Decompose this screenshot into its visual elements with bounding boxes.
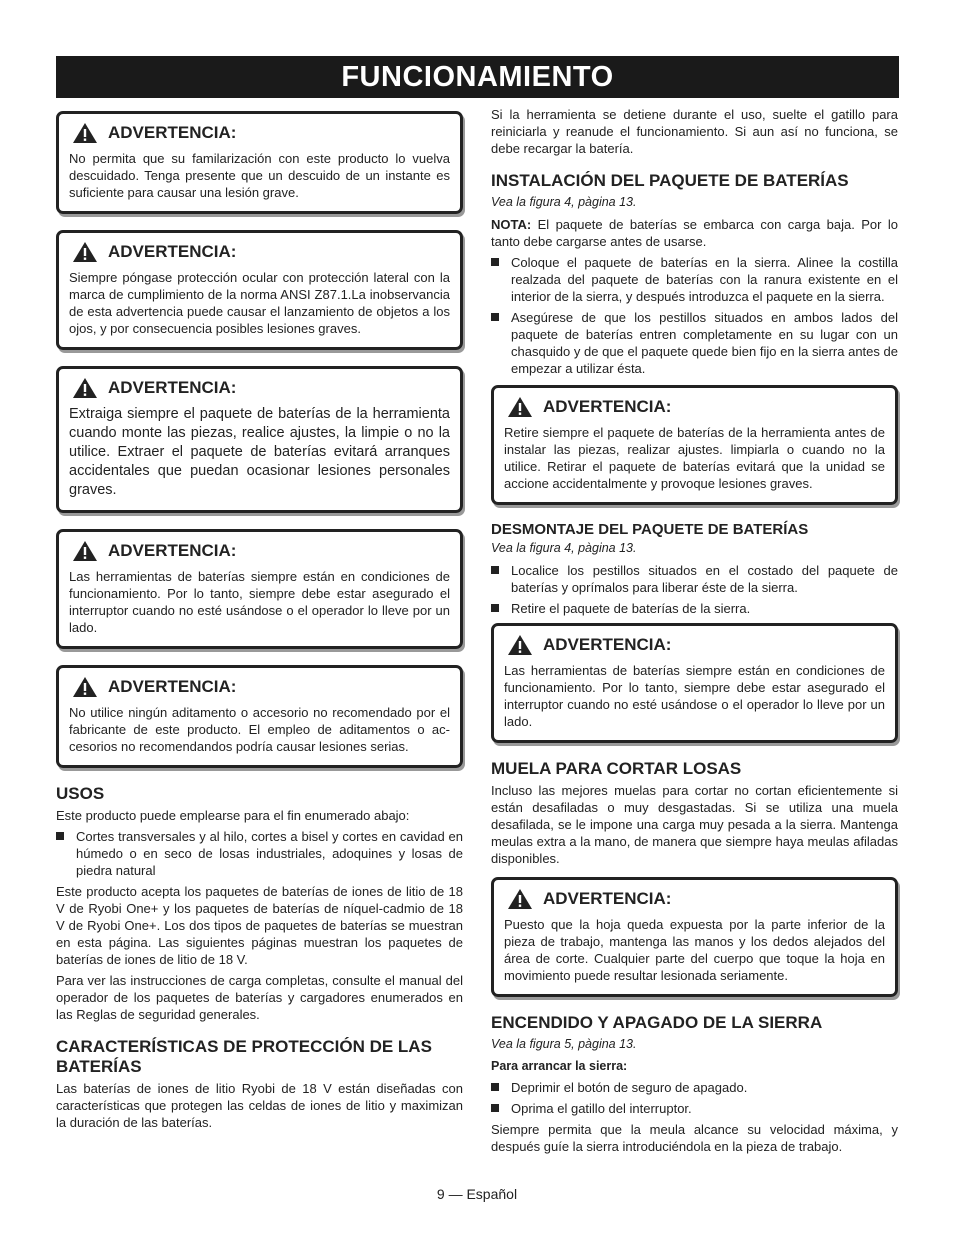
- square-bullet-icon: [491, 313, 499, 321]
- desmontaje-list: [491, 562, 898, 617]
- section-heading-proteccion: CARACTERÍSTICAS DE PROTECCIÓN DE LAS BATERÍAS: [56, 1037, 432, 1076]
- warning-box: [56, 111, 463, 214]
- square-bullet-icon: [491, 1104, 499, 1112]
- square-bullet-icon: [491, 566, 499, 574]
- list-item-text: Deprimir el botón de seguro de apagado.: [511, 1080, 748, 1095]
- warning-header: [504, 634, 885, 656]
- section-heading-instalacion: INSTALACIÓN DEL PAQUETE DE BATERÍAS: [491, 171, 849, 190]
- list-item: [491, 1100, 898, 1117]
- warning-triangle-icon: [507, 396, 533, 418]
- warning-text: Extraiga siempre el paquete de baterías de la herramienta cuando monte las piezas, realice ajustes, la limpie o no la utilice. Extraer el paquete de baterías evitará arranques accidentales que puedan ocasionar lesiones personales graves.: [69, 406, 450, 498]
- encendido-subheading: Para arrancar la sierra:: [491, 1059, 628, 1073]
- warning-header: [69, 241, 450, 263]
- warning-text: No permita que su familarización con este producto lo vuelva descuidado. Tenga presente que un descuido de un instante es suficiente para causar una lesión grave.: [69, 151, 450, 200]
- page-footer: 9 — Español: [436, 1186, 518, 1202]
- section-heading-muela: MUELA PARA CORTAR LOSAS: [491, 759, 742, 778]
- instalacion-list: [491, 254, 898, 377]
- list-item: [56, 828, 463, 879]
- square-bullet-icon: [56, 832, 64, 840]
- warning-triangle-icon: [72, 540, 98, 562]
- warning-header: [69, 122, 450, 144]
- figure-reference: Vea la figura 5, pàgina 13.: [491, 1037, 637, 1051]
- nota-label: NOTA:: [491, 217, 532, 232]
- warning-header: [69, 676, 450, 698]
- warning-text: Retire siempre el paquete de baterías de la herramienta antes de instalar las piezas, realizar ajustes. limpiarla o cuando no la utilice. Retirar el paquete de baterías evitará que la unidad se accione accidentalmente y provoque lesiones graves.: [504, 425, 885, 491]
- encendido-text: Siempre permita que la meula alcance su velocidad máxima, y después guíe la sierra introduciéndola en la pieza de trabajo.: [491, 1122, 898, 1154]
- list-item-text: Asegúrese de que los pestillos situados en ambos lados del paquete de baterías entren completamente en su lugar con un chasquido y de que el paquete quede bien fijo en la sierra antes de empezar a utilizar ésta.: [511, 310, 898, 376]
- warning-triangle-icon: [507, 888, 533, 910]
- warning-box: [491, 385, 898, 505]
- warning-header: [69, 540, 450, 562]
- left-column: [56, 111, 463, 1135]
- warning-title: ADVERTENCIA:: [108, 378, 237, 397]
- warning-title: ADVERTENCIA:: [108, 123, 237, 142]
- list-item: [491, 254, 898, 305]
- list-item: [491, 309, 898, 377]
- usos-paragraph: Para ver las instrucciones de carga completas, consulte el manual del operador de los paquetes de baterías y cargadores enumerados en las Reglas de seguridad generales.: [56, 973, 463, 1022]
- warning-box: [56, 366, 463, 513]
- usos-paragraph: Este producto acepta los paquetes de baterías de iones de litio de 18 V de Ryobi One+ y los paquetes de baterías de níquel-cadmio de 18 V de Ryobi One+. Los dos tipos de paquetes de baterías se muestran en esta página. Las siguientes páginas muestran los paquetes de baterías de iones de litio de 18 V.: [56, 884, 463, 967]
- warning-title: ADVERTENCIA:: [543, 889, 672, 908]
- page-title: FUNCIONAMIENTO: [56, 56, 899, 98]
- muela-text: Incluso las mejores muelas para cortar no cortan eficientemente si están desafiladas o muy desgastadas. Si se utiliza una muela desafilada, se le impone una carga muy pesada a la sierra. Mantenga meulas extra a la mano, de manera que siempre haya meulas afiladas disponibles.: [491, 783, 898, 866]
- list-item: [491, 562, 898, 596]
- list-item-text: Oprima el gatillo del interruptor.: [511, 1101, 692, 1116]
- list-item: [491, 1079, 898, 1096]
- warning-title: ADVERTENCIA:: [543, 635, 672, 654]
- warning-box: [491, 623, 898, 743]
- warning-text: Las herramientas de baterías siempre están en condiciones de funcionamiento. Por lo tanto, siempre debe estar asegurado el interruptor cuando no esté usándose o el operador lo lleve por un lado.: [504, 663, 885, 729]
- nota-paragraph: [491, 216, 898, 250]
- list-item-text: Retire el paquete de baterías de la sierra.: [511, 601, 751, 616]
- list-item-text: Cortes transversales y al hilo, cortes a bisel y cortes en cavidad en húmedo o en seco de losas industriales, adoquines y losas de piedra natural: [76, 829, 463, 878]
- warning-box: [491, 877, 898, 997]
- section-heading-usos: USOS: [56, 784, 105, 803]
- warning-triangle-icon: [72, 676, 98, 698]
- warning-title: ADVERTENCIA:: [108, 677, 237, 696]
- usos-list: [56, 828, 463, 879]
- square-bullet-icon: [491, 1083, 499, 1091]
- warning-triangle-icon: [72, 122, 98, 144]
- warning-header: [69, 377, 450, 399]
- list-item: [491, 600, 898, 617]
- warning-header: [504, 888, 885, 910]
- section-heading-encendido: ENCENDIDO Y APAGADO DE LA SIERRA: [491, 1013, 823, 1032]
- encendido-list: [491, 1079, 898, 1117]
- warning-header: [504, 396, 885, 418]
- square-bullet-icon: [491, 604, 499, 612]
- list-item-text: Coloque el paquete de baterías en la sierra. Alinee la costilla realzada del paquete de baterías con la ranura existente en el interior de la sierra, y después introduzca el paquete en la sierra.: [511, 255, 898, 304]
- warning-text: No utilice ningún aditamento o accesorio no recomendado por el fabricante de este producto. El empleo de aditamentos o accesorios no recomendandos podría causar lesiones serias.: [69, 705, 450, 754]
- warning-box: [56, 529, 463, 649]
- warning-title: ADVERTENCIA:: [543, 397, 672, 416]
- usos-intro: Este producto puede emplearse para el fin enumerado abajo:: [56, 808, 410, 823]
- intro-paragraph: Si la herramienta se detiene durante el uso, suelte el gatillo para reiniciarla y reanude el funcionamiento. Si aun así no funciona, se debe recargar la batería.: [491, 107, 898, 156]
- warning-box: [56, 230, 463, 350]
- warning-triangle-icon: [507, 634, 533, 656]
- warning-title: ADVERTENCIA:: [108, 242, 237, 261]
- figure-reference: Vea la figura 4, pàgina 13.: [491, 541, 637, 555]
- section-heading-desmontaje: DESMONTAJE DEL PAQUETE DE BATERÍAS: [491, 521, 809, 538]
- warning-text: Puesto que la hoja queda expuesta por la parte inferior de la pieza de trabajo, mantenga las manos y los dedos alejados del área de corte. Cualquier parte del cuerpo que toque la hoja en movimiento puede resultar lesionada seriamente.: [504, 917, 885, 983]
- warning-box: [56, 665, 463, 768]
- proteccion-text: Las baterías de iones de litio Ryobi de 18 V están diseñadas con características que protegen las celdas de iones de litio y maximizan la duración de las baterías.: [56, 1081, 463, 1130]
- square-bullet-icon: [491, 258, 499, 266]
- nota-text: El paquete de baterías se embarca con carga baja. Por lo tanto debe cargarse antes de usarse.: [491, 217, 898, 249]
- warning-triangle-icon: [72, 241, 98, 263]
- warning-title: ADVERTENCIA:: [108, 541, 237, 560]
- right-column: [491, 106, 898, 1159]
- warning-triangle-icon: [72, 377, 98, 399]
- warning-text: Siempre póngase protección ocular con protección lateral con la marca de cumplimiento de la norma ANSI Z87.1.La inobservancia de esta advertencia puede causar el lanzamiento de objetos a los ojos, y por consecuencia posibles lesiones graves.: [69, 270, 450, 336]
- figure-reference: Vea la figura 4, pàgina 13.: [491, 195, 637, 209]
- warning-text: Las herramientas de baterías siempre están en condiciones de funcionamiento. Por lo tanto, siempre debe estar asegurado el interruptor cuando no esté usándose o el operador lo lleve por un lado.: [69, 569, 450, 635]
- list-item-text: Localice los pestillos situados en el costado del paquete de baterías y oprímalos para liberar éste de la sierra.: [511, 563, 898, 595]
